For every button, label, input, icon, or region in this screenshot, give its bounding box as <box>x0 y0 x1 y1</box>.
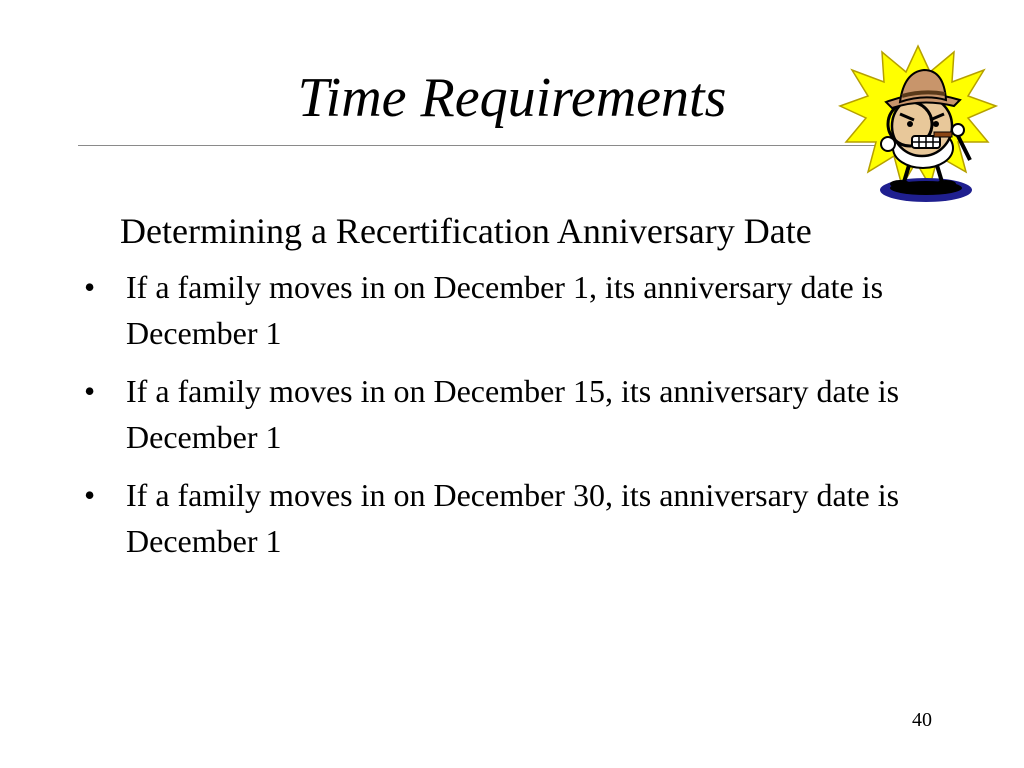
bullet-glyph: • <box>84 477 96 513</box>
slide-title: Time Requirements <box>297 67 727 129</box>
title-divider <box>78 145 878 146</box>
page-number: 40 <box>912 709 932 731</box>
list-item-text: If a family moves in on December 15, its anniversary date is December 1 <box>126 373 900 455</box>
intro-text: Determining a Recertification Anniversary Date <box>120 211 812 251</box>
bullet-glyph: • <box>84 269 96 305</box>
list-item <box>80 368 920 460</box>
bullet-glyph: • <box>84 373 96 409</box>
slide-body <box>80 204 920 576</box>
bullet-list <box>80 264 920 564</box>
list-item <box>80 264 920 356</box>
angry-detective-clipart-icon <box>838 44 998 214</box>
list-item <box>80 472 920 564</box>
list-item-text: If a family moves in on December 30, its anniversary date is December 1 <box>126 477 900 559</box>
list-item-text: If a family moves in on December 1, its anniversary date is December 1 <box>126 269 884 351</box>
